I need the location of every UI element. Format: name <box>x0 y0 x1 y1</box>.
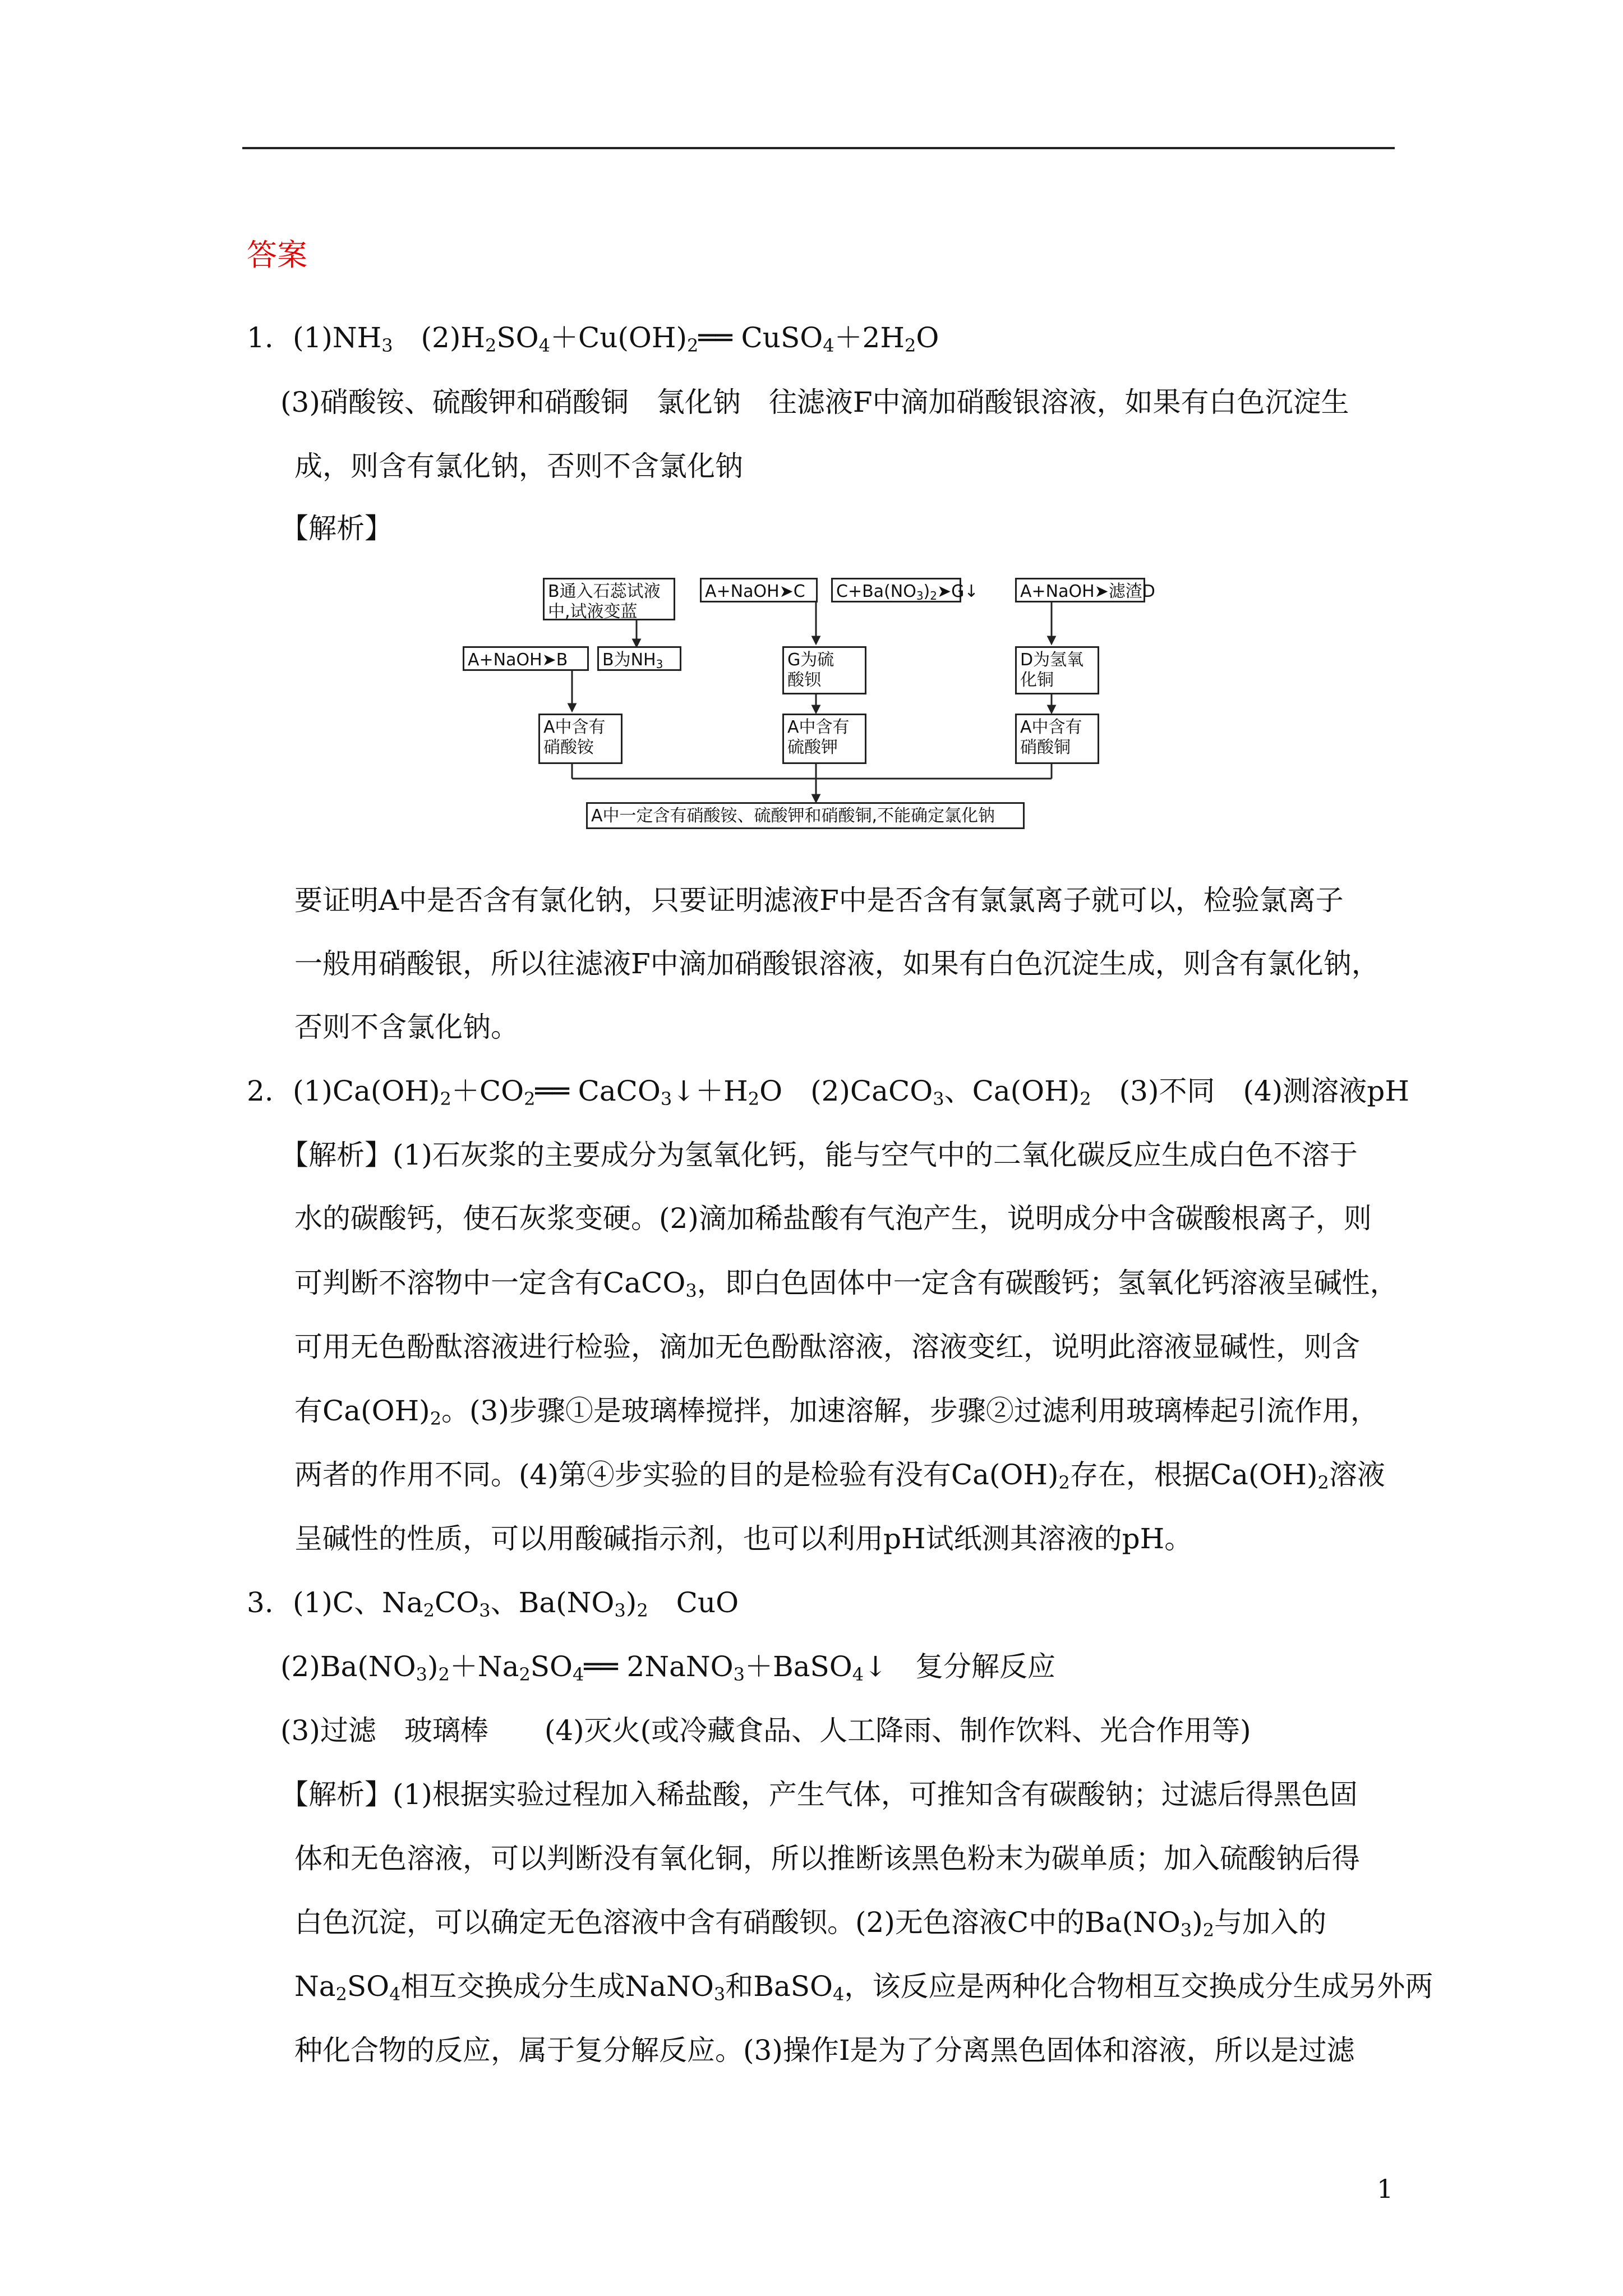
box-a-cuno3: A中含有 硝酸铜 <box>1015 714 1099 764</box>
q1-expl-line1: 要证明A中是否含有氯化钠，只要证明滤液F中是否含有氯氯离子就可以，检验氯离子 <box>294 884 1344 917</box>
q2-line6: 两者的作用不同。(4)第④步实验的目的是检验有没有$Ca(OH)_2$存在，根据$Ca(OH)_2$溶液 <box>294 1458 1385 1493</box>
q1-jiexi-label: 【解析】 <box>280 512 393 545</box>
q3-answer-line3: (3)过滤 玻璃棒 (4)灭火(或冷藏食品、人工降雨、制作饮料、光合作用等) <box>280 1714 1251 1747</box>
box-a-nh4no3: A中含有 硝酸铵 <box>538 714 623 764</box>
page-number: 1 <box>1377 2174 1394 2204</box>
q2-line4: 可用无色酚酞溶液进行检验，滴加无色酚酞溶液，溶液变红，说明此溶液显碱性，则含 <box>294 1331 1360 1363</box>
q3-line4: 体和无色溶液，可以判断没有氧化铜，所以推断该黑色粉末为碳单质；加入硫酸钠后得 <box>294 1842 1360 1875</box>
box-b-nh3: B为$NH_3$ <box>597 646 681 671</box>
arrow-icon: ➤ <box>779 582 794 601</box>
q1-expl-line3: 否则不含氯化钠。 <box>294 1011 519 1043</box>
q3-line7: 种化合物的反应，属于复分解反应。(3)操作Ⅰ是为了分离黑色固体和溶液，所以是过滤 <box>294 2034 1355 2067</box>
header-rule <box>242 147 1395 149</box>
q2-number: 2. <box>247 1075 274 1107</box>
box-final-conclusion: A中一定含有硝酸铵、硫酸钾和硝酸铜,不能确定氯化钠 <box>586 802 1025 829</box>
q2-line2: 水的碳酸钙，使石灰浆变硬。(2)滴加稀盐酸有气泡产生，说明成分中含碳酸根离子，则 <box>294 1202 1372 1235</box>
q3-answer-line1: 3. (1)C、$Na_2CO_3$、$Ba(NO_3)_2$ CuO <box>247 1586 739 1621</box>
answer-heading: 答案 <box>247 237 307 273</box>
q2-jiexi-line1: 【解析】(1)石灰浆的主要成分为氢氧化钙，能与空气中的二氧化碳反应生成白色不溶于 <box>280 1139 1358 1171</box>
arrow-icon: ➤ <box>542 650 556 670</box>
q1-part3-line2: 成，则含有氯化钠，否则不含氯化钠 <box>294 450 743 482</box>
q1-expl-line2: 一般用硝酸银，所以往滤液F中滴加硝酸银溶液，如果有白色沉淀生成，则含有氯化钠， <box>294 947 1380 980</box>
arrow-icon: ➤ <box>1094 582 1109 601</box>
box-d-cuoh2: D为氢氧 化铜 <box>1015 646 1099 694</box>
box-a-naoh-c: A+NaOH➤C <box>700 578 818 602</box>
box-c-ba-no3: $C+Ba(NO_3)_2➤G↓$ <box>831 578 961 602</box>
q3-line6: $Na_2SO_4$相互交换成分生成NaNO$_3$和BaSO$_4$，该反应是两种化合物相互交换成分生成另外两 <box>294 1970 1433 2005</box>
q3-answer-line2: $(2)Ba(NO_3)_2+Na_2SO_4══$ 2NaNO$_3$＋BaSO$_4$↓ 复分解反应 <box>280 1650 1056 1685</box>
box-a-k2so4: A中含有 硫酸钾 <box>782 714 866 764</box>
q2-line3: 可判断不溶物中一定含有CaCO$_3$，即白色固体中一定含有碳酸钙；氢氧化钙溶液呈碱性， <box>294 1267 1398 1301</box>
q1-answer-line: 1. $(1)NH_3$ $(2)H_2SO_4+Cu(OH)_2══$ $CuSO_4+2H_2O$ <box>247 321 939 356</box>
q3-number: 3. <box>247 1586 274 1619</box>
q1-part3-line1: (3)硝酸铵、硫酸钾和硝酸铜 氯化钠 往滤液F中滴加硝酸银溶液，如果有白色沉淀生 <box>280 386 1349 418</box>
q3-jiexi-line1: 【解析】(1)根据实验过程加入稀盐酸，产生气体，可推知含有碳酸钠；过滤后得黑色固 <box>280 1778 1358 1811</box>
q2-answer-line: 2. $(1)Ca(OH)_2+CO_2══$ $CaCO_3↓+H_2O$ (2)CaCO$_3$、$Ca(OH)_2$ (3)不同 (4)测溶液pH <box>247 1075 1409 1110</box>
arrow-icon: ➤ <box>937 582 952 601</box>
box-a-naoh-d: A+NaOH➤滤渣D <box>1015 578 1145 602</box>
box-b-litmus: B通入石蕊试液 中,试液变蓝 <box>543 578 675 620</box>
q2-line5: 有$Ca(OH)_2$。(3)步骤①是玻璃棒搅拌，加速溶解，步骤②过滤利用玻璃棒起引流作用， <box>294 1395 1378 1429</box>
q3-line5: 白色沉淀，可以确定无色溶液中含有硝酸钡。(2)无色溶液C中的$Ba(NO_3)_2$与加入的 <box>294 1906 1327 1941</box>
q1-number: 1. <box>247 321 274 354</box>
q2-line7: 呈碱性的性质，可以用酸碱指示剂，也可以利用pH试纸测其溶液的pH。 <box>294 1522 1193 1555</box>
box-a-naoh-b: A+NaOH➤B <box>463 646 589 671</box>
flow-diagram <box>460 567 1155 858</box>
box-g-baso4: G为硫 酸钡 <box>782 646 866 694</box>
